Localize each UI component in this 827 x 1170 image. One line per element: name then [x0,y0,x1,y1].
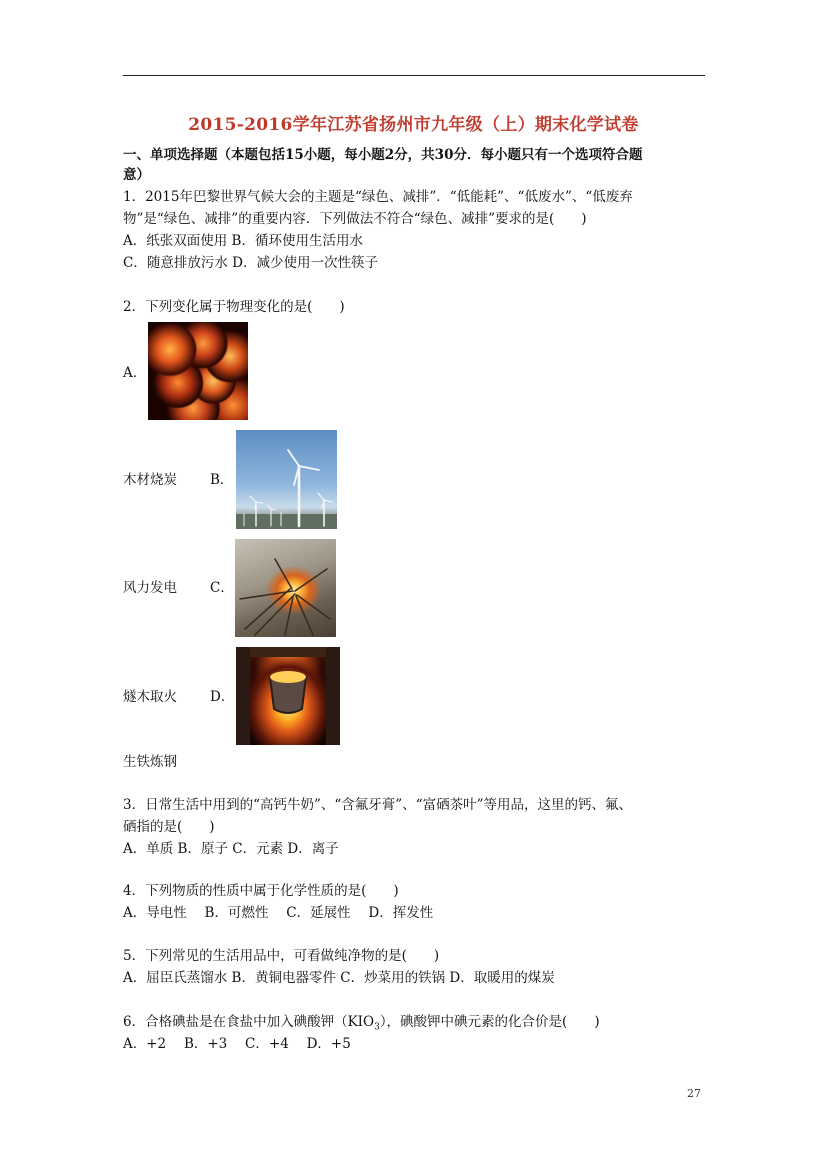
q2-stem: 2．下列变化属于物理变化的是( ) [123,299,345,315]
q3-stem-line2: 硒指的是( ) [123,819,215,835]
q6-stem-part1: 6．合格碘盐是在食盐中加入碘酸钾（KIO [123,1014,375,1030]
q2-caption-c: 燧木取火 [123,689,177,705]
q6-options: A．+2 B．+3 C．+4 D．+5 [123,1036,351,1052]
burning-twigs-drawing [235,539,336,637]
page-title: 2015-2016学年江苏省扬州市九年级（上）期末化学试卷 [188,115,639,135]
wind-turbines-image [236,430,337,529]
q1-stem-line1: 1．2015年巴黎世界气候大会的主题是“绿色、减排”．“低能耗”、“低废水”、“低废弃 [123,189,633,205]
section-heading-line2: 意） [123,167,150,183]
q1-options-line2: C．随意排放污水 D．减少使用一次性筷子 [123,255,378,271]
converter-furnace-drawing [236,647,340,745]
q2-option-c-label: C． [210,580,234,596]
burning-charcoal-image [148,322,248,420]
q5-stem: 5．下列常见的生活用品中，可看做纯净物的是( ) [123,948,440,964]
q2-option-a-label: A． [123,365,147,381]
steel-making-image [236,647,340,745]
q5-options: A．屈臣氏蒸馏水 B．黄铜电器零件 C．炒菜用的铁锅 D．取暖用的煤炭 [123,970,555,986]
q3-options: A．单质 B．原子 C．元素 D．离子 [123,841,339,857]
wind-turbines-drawing [236,430,337,529]
q6-stem-part2: ），碘酸钾中碘元素的化合价是( ) [379,1014,600,1030]
header-rule [123,75,705,76]
q2-caption-d: 生铁炼钢 [123,754,177,770]
q1-stem-line2: 物”是“绿色、减排”的重要内容．下列做法不符合“绿色、减排”要求的是( ) [123,211,587,227]
section-heading-line1: 一、单项选择题（本题包括15小题，每小题2分，共30分．每小题只有一个选项符合题 [123,147,643,163]
q2-option-d-label: D． [210,689,235,705]
page-number: 27 [687,1087,701,1100]
q6-subscript: 3 [374,1022,380,1033]
q1-options-line1: A．纸张双面使用 B．循环使用生活用水 [123,233,363,249]
q4-options: A．导电性 B．可燃性 C．延展性 D．挥发性 [123,905,434,921]
q2-option-b-label: B． [210,472,234,488]
fire-drill-wood-image [235,539,336,637]
q4-stem: 4．下列物质的性质中属于化学性质的是( ) [123,883,399,899]
q3-stem-line1: 3．日常生活中用到的“高钙牛奶”、“含氟牙膏”、“富硒茶叶”等用品，这里的钙、氟、 [123,797,632,813]
q2-caption-b: 风力发电 [123,580,177,596]
q2-caption-a: 木材烧炭 [123,472,177,488]
